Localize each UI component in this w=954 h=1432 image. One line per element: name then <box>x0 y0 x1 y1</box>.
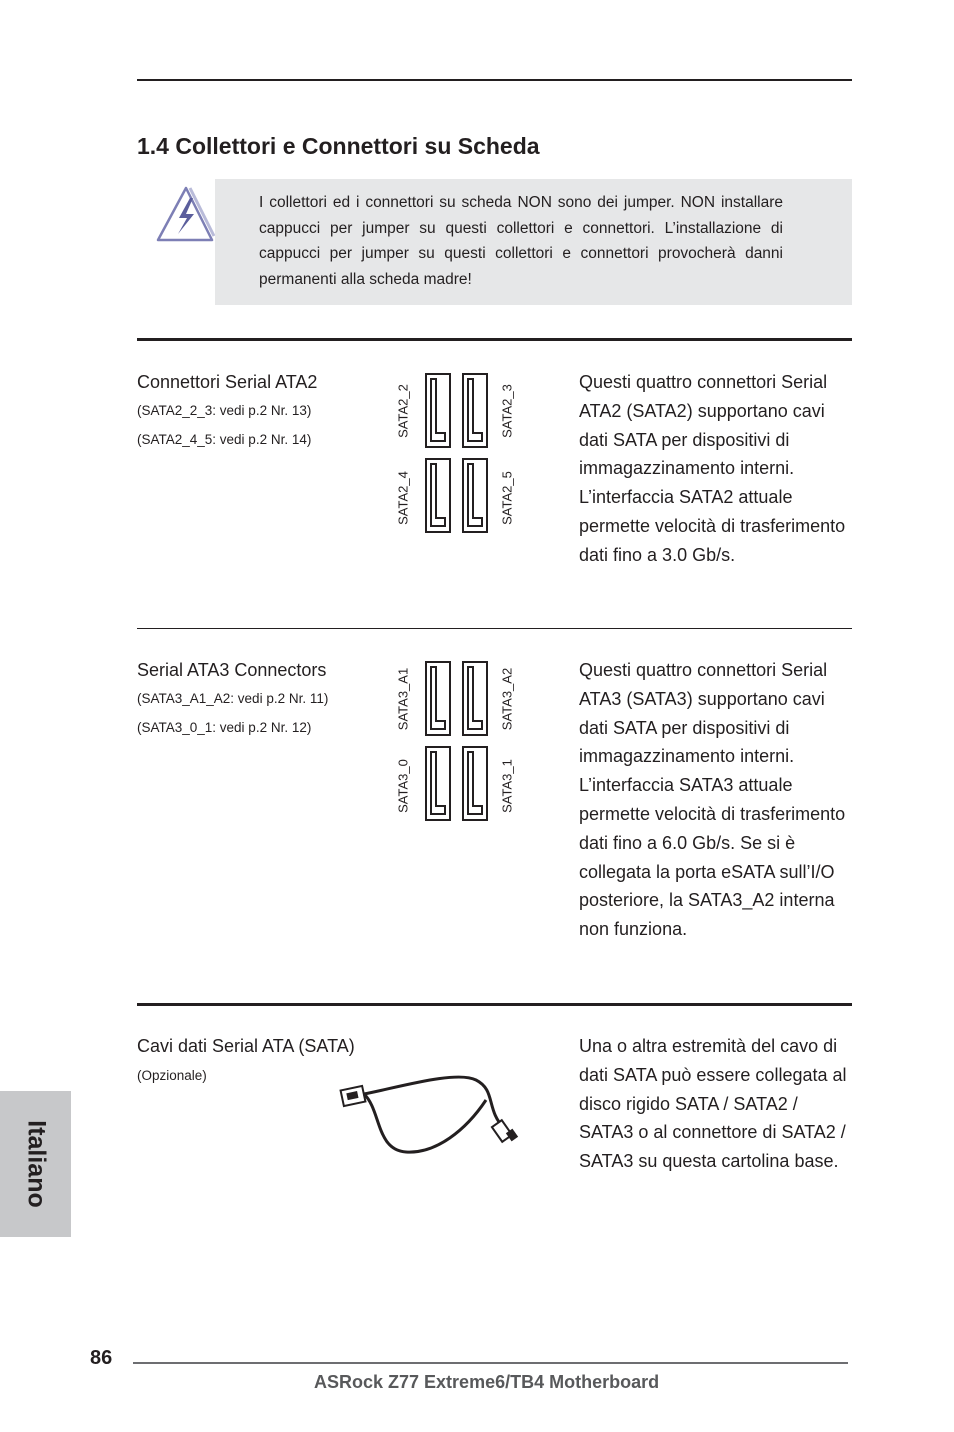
item-reference: (SATA3_A1_A2: vedi p.2 Nr. 11) <box>137 691 329 706</box>
item-reference: (SATA3_0_1: vedi p.2 Nr. 12) <box>137 720 312 735</box>
port-label: SATA3_A1 <box>395 667 411 731</box>
sata-port <box>462 661 488 736</box>
warning-lightning-icon <box>154 184 216 244</box>
sata-port <box>462 373 488 448</box>
sata-port <box>462 458 488 533</box>
caution-text: I collettori ed i connettori su scheda NON sono dei jumper. NON installare cappucci per jumper su questi collettori e connettori. L’installazione di cappucci per jumper su questi collettori e connettori provocherà danni permanenti alla scheda madre! <box>259 194 783 288</box>
item-reference: (SATA2_2_3: vedi p.2 Nr. 13) <box>137 403 312 418</box>
sata-port <box>425 661 451 736</box>
item-description: Una o altra estremità del cavo di dati SATA può essere collegata al disco rigido SATA / SATA2 / SATA3 o al connettore di SATA2 / SATA3 su questa cartolina base. <box>579 1036 847 1172</box>
page-number: 86 <box>90 1347 113 1369</box>
sata-port <box>425 746 451 821</box>
port-label: SATA3_A2 <box>499 667 515 731</box>
language-tab <box>0 1091 71 1237</box>
caution-note <box>215 179 852 305</box>
divider <box>137 628 852 629</box>
port-label: SATA2_2 <box>395 384 411 438</box>
sata-port <box>425 373 451 448</box>
language-tab-label: Italiano <box>22 1120 50 1208</box>
item-reference: (SATA2_4_5: vedi p.2 Nr. 14) <box>137 432 312 447</box>
top-rule <box>137 79 852 81</box>
sata-port <box>462 746 488 821</box>
divider <box>137 338 852 341</box>
port-label: SATA2_3 <box>499 384 515 438</box>
footer-rule <box>133 1362 848 1364</box>
section-title: 1.4 Collettori e Connettori su Scheda <box>137 133 540 159</box>
port-label: SATA2_5 <box>499 471 515 525</box>
port-label: SATA2_4 <box>395 471 411 525</box>
sata-port <box>425 458 451 533</box>
sata3-connector-diagram <box>390 656 530 826</box>
sata-cable-illustration <box>336 1070 526 1160</box>
port-label: SATA3_1 <box>499 759 515 813</box>
port-label: SATA3_0 <box>395 759 411 813</box>
divider <box>137 1003 852 1006</box>
item-title: Connettori Serial ATA2 <box>137 372 318 392</box>
item-title: Serial ATA3 Connectors <box>137 660 327 680</box>
item-description: Questi quattro connettori Serial ATA2 (SATA2) supportano cavi dati SATA per dispositivi di immagazzinamento interni. L’interfaccia SATA2 attuale permette velocità di trasferimento dati fino a 3.0 Gb/s. <box>579 372 846 565</box>
sata2-connector-diagram <box>390 368 530 538</box>
item-description: Questi quattro connettori Serial ATA3 (SATA3) supportano cavi dati SATA per dispositivi di immagazzinamento interni. L’interfaccia SATA3 attuale permette velocità di trasferimento dati fino a 6.0 Gb/s. Se si è collegata la porta eSATA sull’I/O posteriore, la SATA3_A2 interna non funziona. <box>579 660 846 940</box>
footer-product: ASRock Z77 Extreme6/TB4 Motherboard <box>314 1372 660 1392</box>
item-title: Cavi dati Serial ATA (SATA) <box>137 1036 355 1056</box>
item-reference: (Opzionale) <box>137 1068 207 1083</box>
